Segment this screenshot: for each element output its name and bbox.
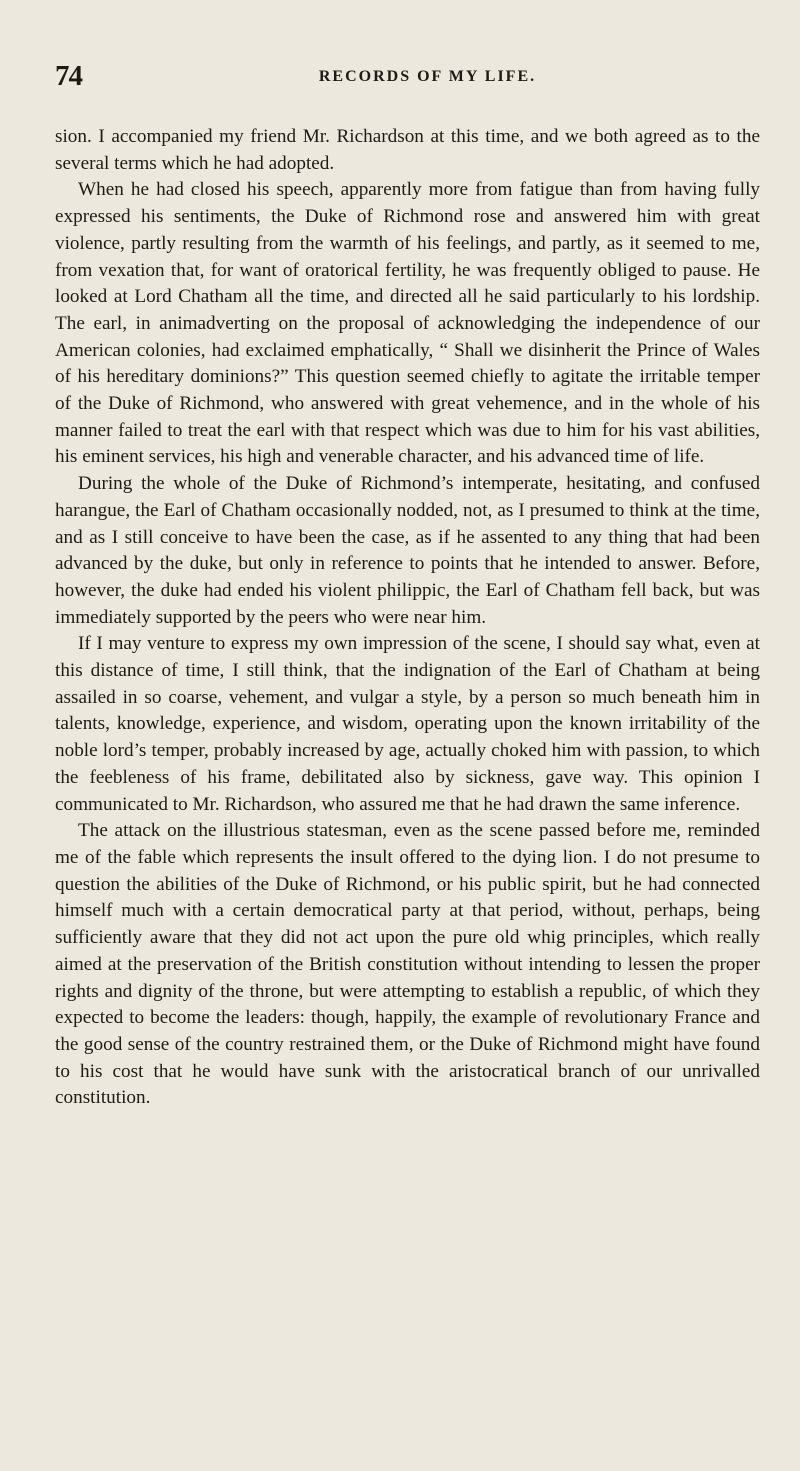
page-number: 74 xyxy=(55,60,82,92)
paragraph: The attack on the illustrious statesman, even as the scene passed before me, reminded me of the fable which represents the insult offered to the dying lion. I do not presume to question the abilities of the Duke of Richmond, or his public spirit, but he had connected himself much with a certain democratical party at that period, without, perhaps, being sufficiently aware that they did not act upon the pure old whig principles, which really aimed at the preservation of the British constitution without intending to lessen the proper rights and dignity of the throne, but were attempting to establish a republic, of which they expected to become the leaders: though, happily, the example of revolutionary France and the good sense of the country restrained them, or the Duke of Richmond might have found to his cost that he would have sunk with the aristocratical branch of our unrivalled constitution. xyxy=(55,820,760,1109)
paragraph-continued: sion. I accompanied my friend Mr. Richardson at this time, and we both agreed as to the several terms which he had adopted. xyxy=(55,126,760,174)
paragraph: When he had closed his speech, apparently more from fatigue than from having fully expressed his sentiments, the Duke of Richmond rose and answered him with great violence, partly resulting from the warmth of his feelings, and partly, as it seemed to me, from vexation that, for want of oratorical fertility, he was frequently obliged to pause. He looked at Lord Chatham all the time, and directed all he said particularly to his lordship. The earl, in animadverting on the proposal of acknowledging the independence of our American colonies, had exclaimed emphatically, “ Shall we disinherit the Prince of Wales of his hereditary dominions?” This question seemed chiefly to agitate the irritable temper of the Duke of Richmond, who answered with great vehemence, and in the whole of his manner failed to treat the earl with that respect which was due to him for his vast abilities, his eminent services, his high and venerable character, and his advanced time of life. xyxy=(55,179,760,468)
paragraph: If I may venture to express my own impression of the scene, I should say what, even at this distance of time, I still think, that the indignation of the Earl of Chatham at being assailed in so coarse, vehement, and vulgar a style, by a person so much beneath him in talents, knowledge, experience, and wisdom, operating upon the known irritability of the noble lord’s temper, probably increased by age, actually choked him with passion, to which the feebleness of his frame, debilitated also by sickness, gave way. This opinion I communicated to Mr. Richardson, who assured me that he had drawn the same inference. xyxy=(55,633,760,815)
page-header xyxy=(55,62,760,102)
paragraph: During the whole of the Duke of Richmond’s intemperate, hesitating, and confused harangue, the Earl of Chatham occasionally nodded, not, as I presumed to think at the time, and as I still conceive to have been the case, as if he assented to any thing that had been advanced by the duke, but only in reference to points that he intended to answer. Before, however, the duke had ended his violent philippic, the Earl of Chatham fell back, but was immediately supported by the peers who were near him. xyxy=(55,473,760,628)
body-text xyxy=(55,124,760,1112)
running-head: RECORDS OF MY LIFE. xyxy=(318,68,537,85)
